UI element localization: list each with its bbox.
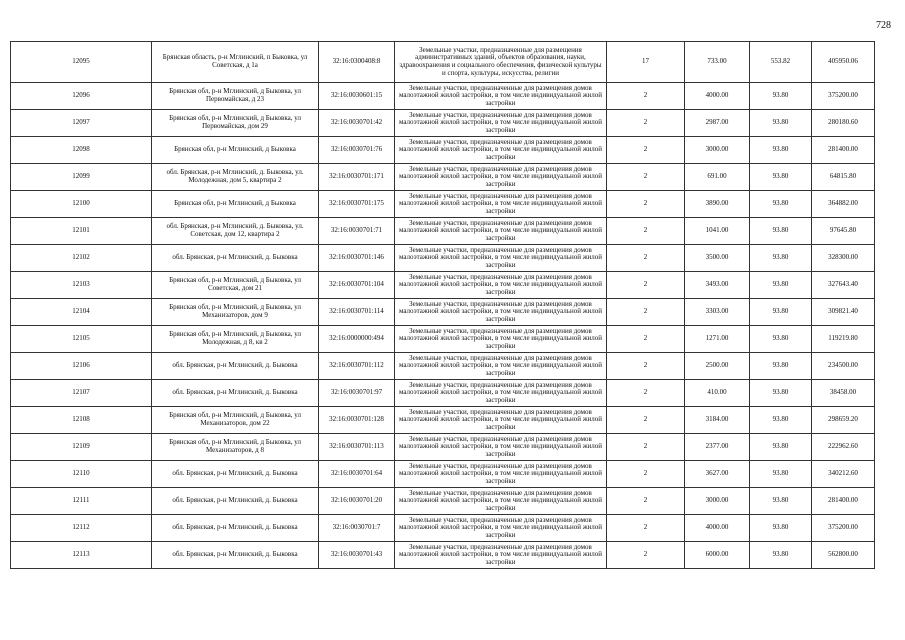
cadastral-number-cell: 32:16:0030701:71: [319, 218, 395, 245]
table-row: [11, 461, 875, 488]
cadastral-number-cell: 32:16:0030701:42: [319, 110, 395, 137]
land-use-cell: Земельные участки, предназначенные для размещения домов малоэтажной жилой застройки, в том числе индивидуальной жилой застройки: [395, 461, 607, 488]
table-row: [11, 218, 875, 245]
address-cell: обл. Брянская, р-н Мглинский, д. Быковка: [152, 461, 319, 488]
row-number-cell: 12097: [11, 110, 152, 137]
land-use-cell: Земельные участки, предназначенные для размещения домов малоэтажной жилой застройки, в том числе индивидуальной жилой застройки: [395, 218, 607, 245]
land-use-cell: Земельные участки, предназначенные для размещения административных зданий, объектов образования, науки, здравоохранения и социального обеспечения, физической культуры и спорта, культуры, искусства, религии: [395, 42, 607, 83]
table-row: [11, 488, 875, 515]
cadastral-value-cell: 281400.00: [812, 488, 875, 515]
address-cell: Брянская обл, р-н Мглинский, д Быковка, ул Механизаторов, дом 9: [152, 299, 319, 326]
table-body: [11, 42, 875, 569]
group-cell: 2: [607, 191, 685, 218]
rate-cell: 93.80: [750, 515, 812, 542]
cadastral-number-cell: 32:16:0030701:171: [319, 164, 395, 191]
table-row: [11, 191, 875, 218]
rate-cell: 93.80: [750, 191, 812, 218]
row-number-cell: 12111: [11, 488, 152, 515]
table-row: [11, 434, 875, 461]
area-cell: 2500.00: [685, 353, 750, 380]
table-row: [11, 542, 875, 569]
table-row: [11, 83, 875, 110]
group-cell: 2: [607, 110, 685, 137]
cadastral-number-cell: 32:16:0030701:104: [319, 272, 395, 299]
table-row: [11, 110, 875, 137]
row-number-cell: 12100: [11, 191, 152, 218]
group-cell: 2: [607, 272, 685, 299]
cadastral-value-cell: 327643.40: [812, 272, 875, 299]
row-number-cell: 12104: [11, 299, 152, 326]
rate-cell: 93.80: [750, 542, 812, 569]
land-use-cell: Земельные участки, предназначенные для размещения домов малоэтажной жилой застройки, в том числе индивидуальной жилой застройки: [395, 434, 607, 461]
cadastral-number-cell: 32:16:0300408:8: [319, 42, 395, 83]
land-use-cell: Земельные участки, предназначенные для размещения домов малоэтажной жилой застройки, в том числе индивидуальной жилой застройки: [395, 299, 607, 326]
cadastral-value-cell: 309821.40: [812, 299, 875, 326]
area-cell: 733.00: [685, 42, 750, 83]
row-number-cell: 12098: [11, 137, 152, 164]
area-cell: 1041.00: [685, 218, 750, 245]
row-number-cell: 12106: [11, 353, 152, 380]
address-cell: Брянская обл, р-н Мглинский, д Быковка, ул Механизаторов, дом 22: [152, 407, 319, 434]
rate-cell: 93.80: [750, 272, 812, 299]
cadastral-value-cell: 64815.80: [812, 164, 875, 191]
address-cell: Брянская обл, р-н Мглинский, д Быковка, ул Первомайская, дом 29: [152, 110, 319, 137]
area-cell: 1271.00: [685, 326, 750, 353]
group-cell: 2: [607, 245, 685, 272]
land-use-cell: Земельные участки, предназначенные для размещения домов малоэтажной жилой застройки, в том числе индивидуальной жилой застройки: [395, 110, 607, 137]
cadastral-value-table: [10, 41, 875, 569]
address-cell: Брянская обл, р-н Мглинский, д Быковка, ул Советская, дом 21: [152, 272, 319, 299]
area-cell: 2987.00: [685, 110, 750, 137]
area-cell: 3890.00: [685, 191, 750, 218]
rate-cell: 93.80: [750, 326, 812, 353]
group-cell: 2: [607, 137, 685, 164]
row-number-cell: 12096: [11, 83, 152, 110]
land-use-cell: Земельные участки, предназначенные для размещения домов малоэтажной жилой застройки, в том числе индивидуальной жилой застройки: [395, 272, 607, 299]
area-cell: 3000.00: [685, 488, 750, 515]
group-cell: 2: [607, 218, 685, 245]
row-number-cell: 12101: [11, 218, 152, 245]
address-cell: Брянская обл, р-н Мглинский, д Быковка, ул Первомайская, д 23: [152, 83, 319, 110]
address-cell: Брянская обл, р-н Мглинский, д Быковка: [152, 191, 319, 218]
area-cell: 3000.00: [685, 137, 750, 164]
land-use-cell: Земельные участки, предназначенные для размещения домов малоэтажной жилой застройки, в том числе индивидуальной жилой застройки: [395, 245, 607, 272]
cadastral-number-cell: 32:16:0030701:128: [319, 407, 395, 434]
rate-cell: 93.80: [750, 164, 812, 191]
table-row: [11, 245, 875, 272]
table-row: [11, 407, 875, 434]
area-cell: 3184.00: [685, 407, 750, 434]
address-cell: Брянская обл, р-н Мглинский, д Быковка, ул Механизаторов, д 8: [152, 434, 319, 461]
rate-cell: 93.80: [750, 299, 812, 326]
rate-cell: 93.80: [750, 407, 812, 434]
land-use-cell: Земельные участки, предназначенные для размещения домов малоэтажной жилой застройки, в том числе индивидуальной жилой застройки: [395, 353, 607, 380]
cadastral-value-cell: 405950.06: [812, 42, 875, 83]
land-use-cell: Земельные участки, предназначенные для размещения домов малоэтажной жилой застройки, в том числе индивидуальной жилой застройки: [395, 488, 607, 515]
group-cell: 2: [607, 299, 685, 326]
group-cell: 2: [607, 164, 685, 191]
rate-cell: 93.80: [750, 218, 812, 245]
rate-cell: 93.80: [750, 137, 812, 164]
group-cell: 2: [607, 434, 685, 461]
row-number-cell: 12105: [11, 326, 152, 353]
cadastral-number-cell: 32:16:0030701:20: [319, 488, 395, 515]
cadastral-number-cell: 32:16:0030701:97: [319, 380, 395, 407]
area-cell: 3500.00: [685, 245, 750, 272]
row-number-cell: 12107: [11, 380, 152, 407]
land-use-cell: Земельные участки, предназначенные для размещения домов малоэтажной жилой застройки, в том числе индивидуальной жилой застройки: [395, 137, 607, 164]
table-row: [11, 137, 875, 164]
land-use-cell: Земельные участки, предназначенные для размещения домов малоэтажной жилой застройки, в том числе индивидуальной жилой застройки: [395, 542, 607, 569]
cadastral-value-cell: 328300.00: [812, 245, 875, 272]
rate-cell: 93.80: [750, 488, 812, 515]
cadastral-number-cell: 32:16:0000000:494: [319, 326, 395, 353]
address-cell: обл. Брянская, р-н Мглинский, д. Быковка: [152, 353, 319, 380]
cadastral-value-cell: 340212.60: [812, 461, 875, 488]
rate-cell: 553.82: [750, 42, 812, 83]
area-cell: 3303.00: [685, 299, 750, 326]
cadastral-value-cell: 119219.80: [812, 326, 875, 353]
rate-cell: 93.80: [750, 461, 812, 488]
address-cell: обл. Брянская, р-н Мглинский, д. Быковка: [152, 245, 319, 272]
area-cell: 410.00: [685, 380, 750, 407]
group-cell: 2: [607, 407, 685, 434]
land-use-cell: Земельные участки, предназначенные для размещения домов малоэтажной жилой застройки, в том числе индивидуальной жилой застройки: [395, 326, 607, 353]
cadastral-value-cell: 280180.60: [812, 110, 875, 137]
address-cell: Брянская область, р-н Мглинский, п Быковка, ул Советская, д 1а: [152, 42, 319, 83]
group-cell: 2: [607, 380, 685, 407]
rate-cell: 93.80: [750, 353, 812, 380]
group-cell: 2: [607, 83, 685, 110]
cadastral-value-cell: 298659.20: [812, 407, 875, 434]
rate-cell: 93.80: [750, 380, 812, 407]
address-cell: Брянская обл, р-н Мглинский, д Быковка, ул Молодежная, д 8, кв 2: [152, 326, 319, 353]
group-cell: 17: [607, 42, 685, 83]
cadastral-number-cell: 32:16:0030701:7: [319, 515, 395, 542]
group-cell: 2: [607, 488, 685, 515]
row-number-cell: 12113: [11, 542, 152, 569]
address-cell: обл. Брянская, р-н Мглинский, д. Быковка, ул. Советская, дом 12, квартира 2: [152, 218, 319, 245]
address-cell: обл. Брянская, р-н Мглинский, д. Быковка: [152, 542, 319, 569]
cadastral-value-cell: 364882.00: [812, 191, 875, 218]
table-row: [11, 380, 875, 407]
table-row: [11, 326, 875, 353]
area-cell: 2377.00: [685, 434, 750, 461]
cadastral-number-cell: 32:16:0030701:113: [319, 434, 395, 461]
area-cell: 691.00: [685, 164, 750, 191]
cadastral-value-cell: 562800.00: [812, 542, 875, 569]
cadastral-value-cell: 222962.60: [812, 434, 875, 461]
rate-cell: 93.80: [750, 245, 812, 272]
cadastral-value-cell: 375200.00: [812, 515, 875, 542]
page-number: 728: [876, 20, 891, 31]
group-cell: 2: [607, 542, 685, 569]
address-cell: обл. Брянская, р-н Мглинский, д. Быковка, ул. Молодежная, дом 5, квартира 2: [152, 164, 319, 191]
area-cell: 4000.00: [685, 83, 750, 110]
cadastral-number-cell: 32:16:0030701:112: [319, 353, 395, 380]
row-number-cell: 12103: [11, 272, 152, 299]
row-number-cell: 12109: [11, 434, 152, 461]
row-number-cell: 12110: [11, 461, 152, 488]
land-use-cell: Земельные участки, предназначенные для размещения домов малоэтажной жилой застройки, в том числе индивидуальной жилой застройки: [395, 515, 607, 542]
address-cell: обл. Брянская, р-н Мглинский, д. Быковка: [152, 488, 319, 515]
land-use-cell: Земельные участки, предназначенные для размещения домов малоэтажной жилой застройки, в том числе индивидуальной жилой застройки: [395, 407, 607, 434]
address-cell: обл. Брянская, р-н Мглинский, д. Быковка: [152, 380, 319, 407]
rate-cell: 93.80: [750, 434, 812, 461]
table-row: [11, 515, 875, 542]
area-cell: 3627.00: [685, 461, 750, 488]
cadastral-number-cell: 32:16:0030701:43: [319, 542, 395, 569]
cadastral-value-cell: 234500.00: [812, 353, 875, 380]
table-row: [11, 42, 875, 83]
area-cell: 4000.00: [685, 515, 750, 542]
row-number-cell: 12095: [11, 42, 152, 83]
cadastral-number-cell: 32:16:0030601:15: [319, 83, 395, 110]
group-cell: 2: [607, 461, 685, 488]
land-use-cell: Земельные участки, предназначенные для размещения домов малоэтажной жилой застройки, в том числе индивидуальной жилой застройки: [395, 380, 607, 407]
address-cell: обл. Брянская, р-н Мглинский, д. Быковка: [152, 515, 319, 542]
cadastral-value-cell: 375200.00: [812, 83, 875, 110]
table-row: [11, 272, 875, 299]
cadastral-number-cell: 32:16:0030701:175: [319, 191, 395, 218]
cadastral-number-cell: 32:16:0030701:64: [319, 461, 395, 488]
cadastral-number-cell: 32:16:0030701:146: [319, 245, 395, 272]
group-cell: 2: [607, 326, 685, 353]
land-use-cell: Земельные участки, предназначенные для размещения домов малоэтажной жилой застройки, в том числе индивидуальной жилой застройки: [395, 164, 607, 191]
area-cell: 3493.00: [685, 272, 750, 299]
group-cell: 2: [607, 515, 685, 542]
land-use-cell: Земельные участки, предназначенные для размещения домов малоэтажной жилой застройки, в том числе индивидуальной жилой застройки: [395, 83, 607, 110]
cadastral-number-cell: 32:16:0030701:76: [319, 137, 395, 164]
table-row: [11, 353, 875, 380]
cadastral-number-cell: 32:16:0030701:114: [319, 299, 395, 326]
rate-cell: 93.80: [750, 110, 812, 137]
row-number-cell: 12112: [11, 515, 152, 542]
land-use-cell: Земельные участки, предназначенные для размещения домов малоэтажной жилой застройки, в том числе индивидуальной жилой застройки: [395, 191, 607, 218]
cadastral-value-cell: 38458.00: [812, 380, 875, 407]
area-cell: 6000.00: [685, 542, 750, 569]
rate-cell: 93.80: [750, 83, 812, 110]
row-number-cell: 12108: [11, 407, 152, 434]
row-number-cell: 12102: [11, 245, 152, 272]
group-cell: 2: [607, 353, 685, 380]
cadastral-value-cell: 281400.00: [812, 137, 875, 164]
cadastral-value-cell: 97645.80: [812, 218, 875, 245]
table-row: [11, 299, 875, 326]
address-cell: Брянская обл, р-н Мглинский, д Быковка: [152, 137, 319, 164]
row-number-cell: 12099: [11, 164, 152, 191]
table-row: [11, 164, 875, 191]
